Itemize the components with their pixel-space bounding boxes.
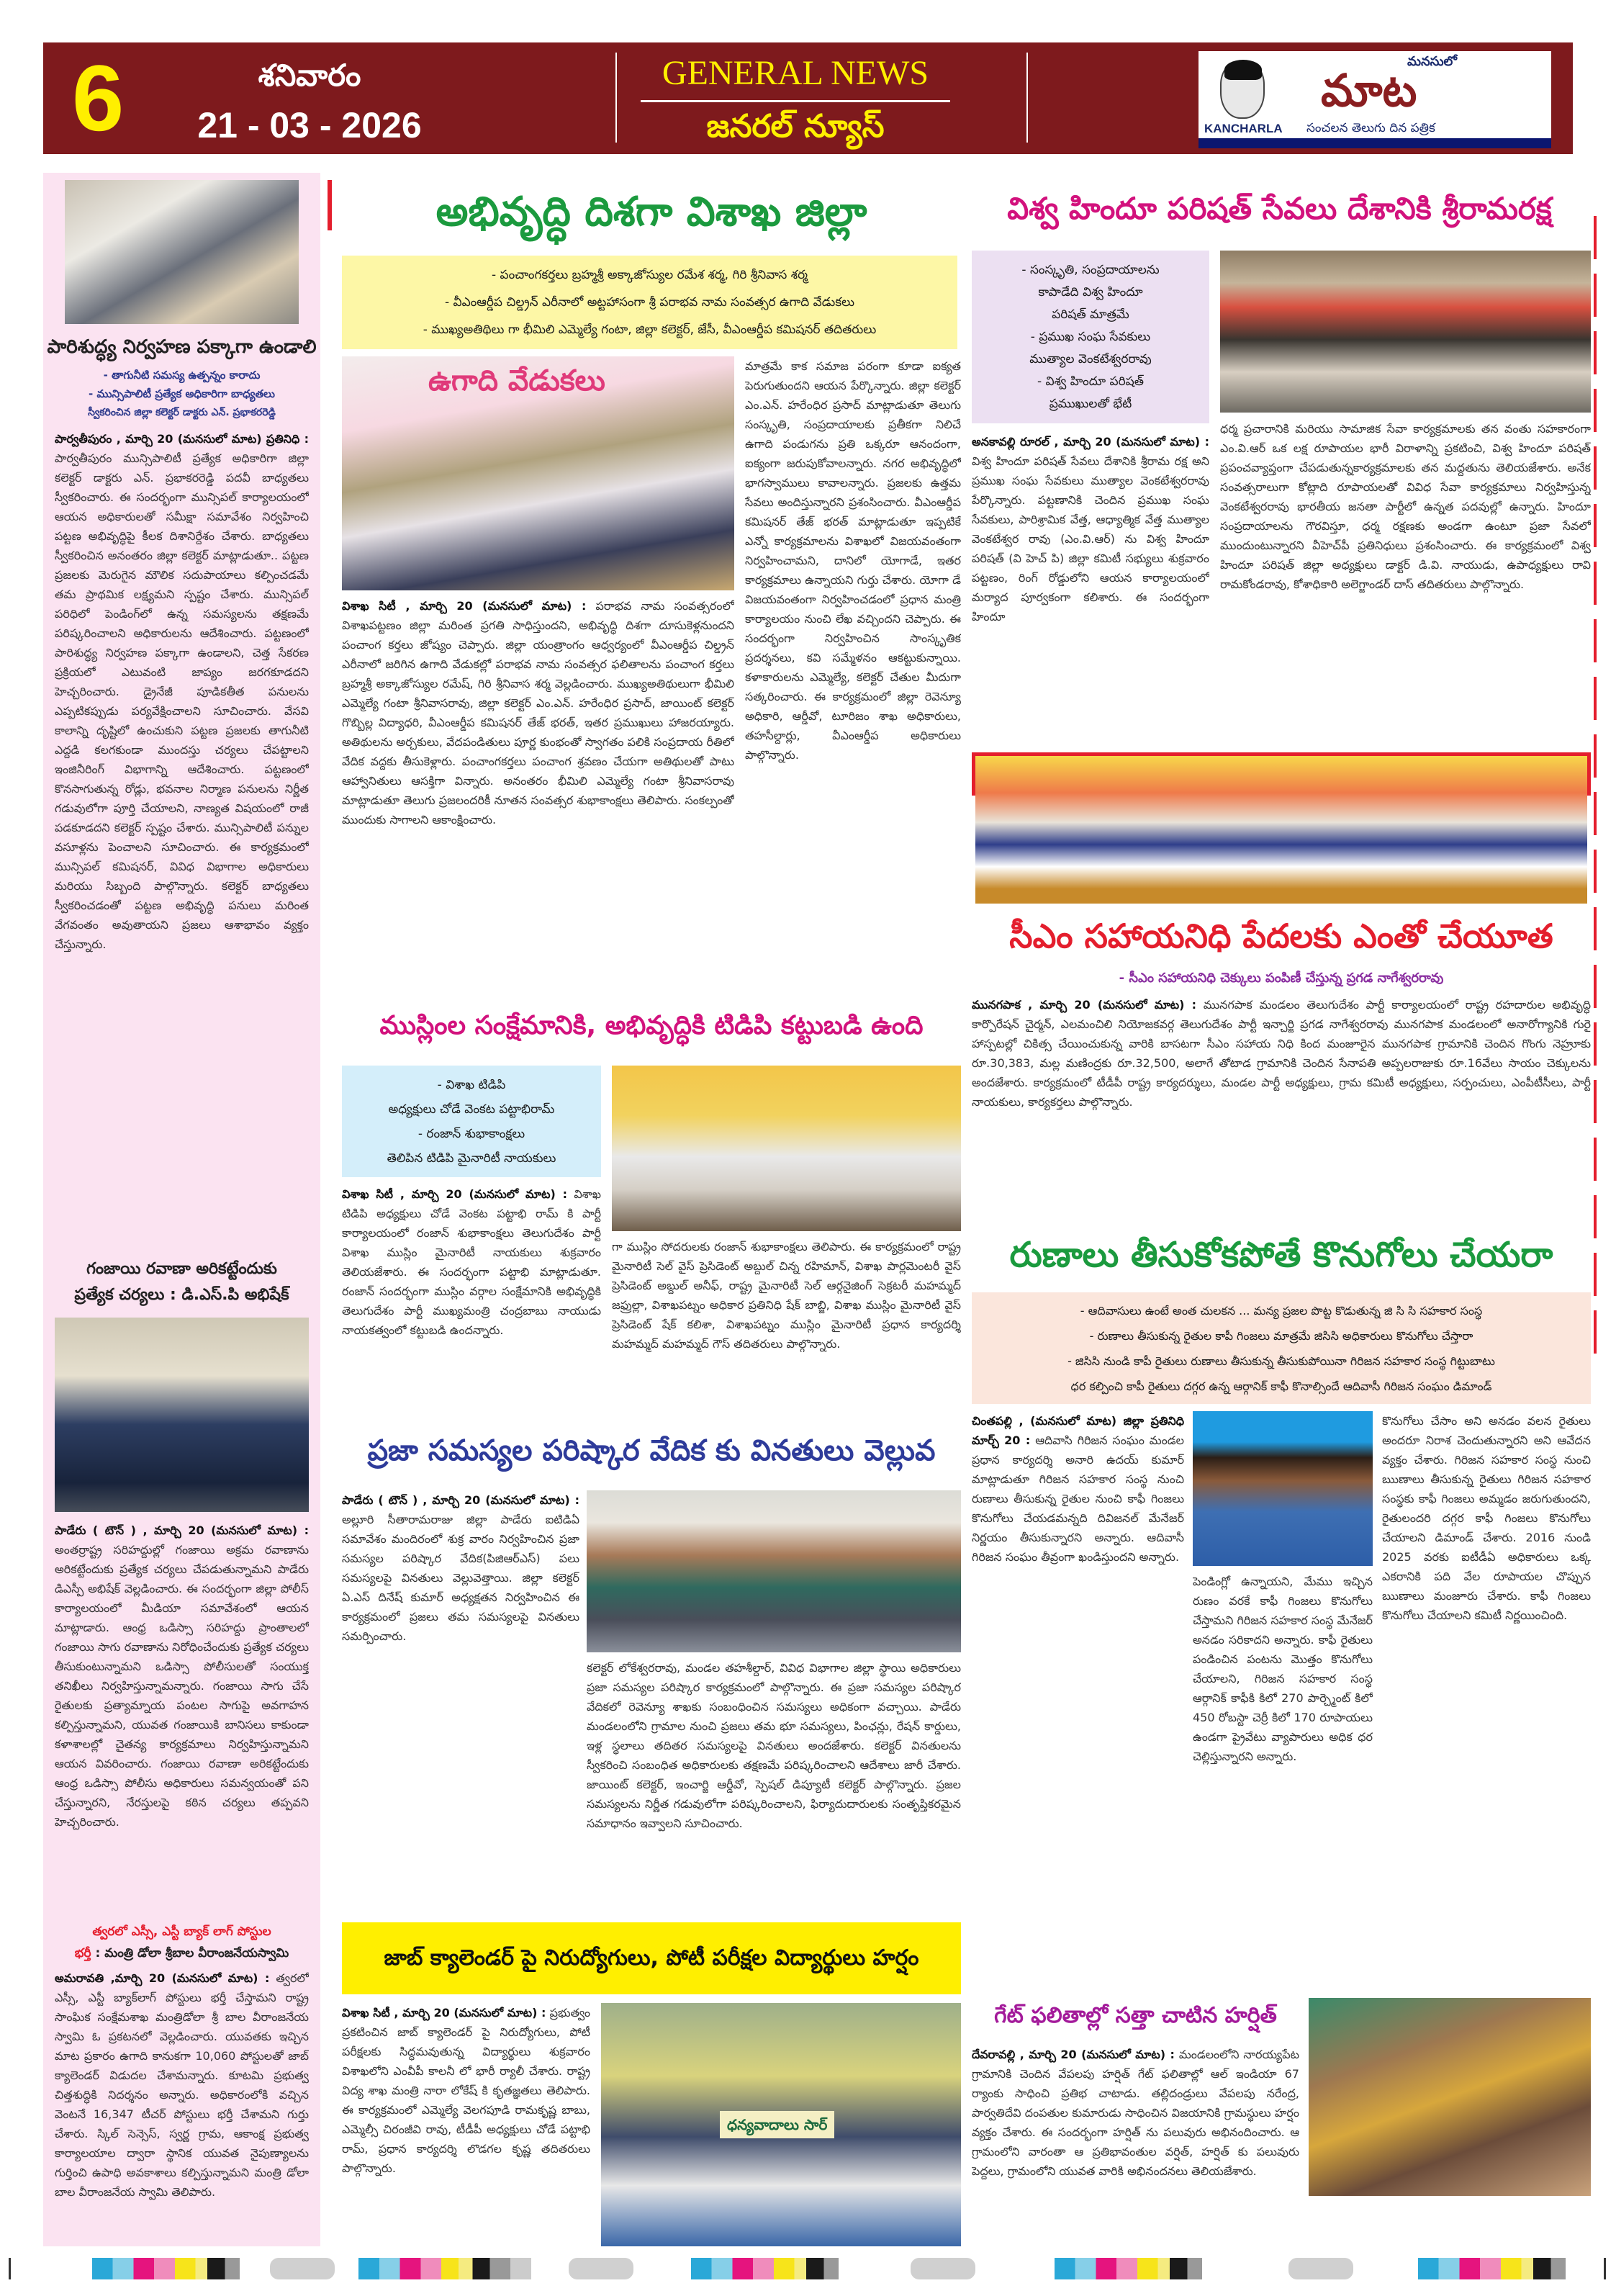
story-subhead: తెలిపిన టిడిపి మైనారిటీ నాయకులు	[387, 1151, 556, 1166]
print-color-bar	[0, 2254, 1616, 2286]
story-subhead: అధ్యక్షులు చోడే వెంకట పట్టాభిరామ్	[388, 1102, 555, 1117]
story-subhead: - జిసిసి నుండి కాపీ రైతులు రుణాలు తీసుకున్న తీసుకుపోయినా గిరిజన సహకార సంస్థ గిట్టుబాటు	[1067, 1354, 1495, 1368]
story-body	[972, 995, 1591, 1211]
story-text: ప్రభుత్వం ప్రకటించిన జాబ్ క్యాలెండర్ పై నిరుద్యోగులు, పోటీ పరీక్షలకు సిద్ధమవుతున్న విద్యార్థులు శుక్రవారం విశాఖలోని ఎంవీపీ కాలనీ లో భారీ ర్యాలీ చేశారు. రాష్ట్ర విద్య శాఖ మంత్రి నారా లోకేష్ కి కృతజ్ఞతలు తెలిపారు. ఈ కార్యక్రమంలో ఎమ్మెల్యే వెలగపూడి రామకృష్ణ బాబు, ఎమ్మెల్సీ చిరంజీవి రావు, టీడీపీ అధ్యక్షులు చోడే పట్టాభి రామ్, ప్రధాన కార్యదర్శి లొడగల కృష్ణ తదితరులు పాల్గొన్నారు.	[342, 2006, 590, 2175]
story-body: పెండింగ్లో ఉన్నాయని, మేము ఇచ్చిన రుణం వరకే కాఫీ గింజలు కొనుగోలు చేస్తామని గిరిజన సహకార సంస్థ మేనేజర్ అనడం సరికాదని అన్నారు. కాఫీ రైతులు పండించిన పంటను మొత్తం కొనుగోలు చేయాలని, గిరిజన సహకార సంస్థ ఆర్గానిక్ కాఫీకి కిలో 270 పార్చ్మెంట్ కిలో 450 రోబస్టా చెర్రీ కిలో 170 రూపాయలు ఉండగా ప్రైవేటు వ్యాపారులు అధిక ధర చెల్లిస్తున్నారని అన్నారు.	[1193, 1575, 1373, 1763]
story-headline: పారిశుద్ధ్య నిర్వహణ పక్కాగా ఉండాలి	[47, 336, 317, 358]
story-text: త్వరలో ఎస్సీ, ఎస్టీ బ్యాక్‌లాగ్ పోస్టులు భర్తీ చేస్తామని రాష్ట్ర సాంఘిక సంక్షేమశాఖ మంత్రిడోలా శ్రీ బాల వీరాంజనేయ స్వామి ఓ ప్రకటనలో వెల్లడించారు. యువతకు ఇచ్చిన మాట ప్రకారం ఉగాది కానుకగా 10,060 పోస్టులతో జాబ్ క్యాలెండర్ విడుదల చేశామన్నారు. కూటమి ప్రభుత్వ చిత్తశుద్ధికి నిదర్శనం అన్నారు. అధికారంలోకి వచ్చిన వెంటనే 16,347 టీచర్ పోస్టులు భర్తీ చేశామని గుర్తు చేశారు. స్కిల్ సెన్సెస్, స్వర్ణ గ్రామ, ఆకాంక్ష ప్రభుత్వ కార్యాలయాల ద్వారా స్థానిక యువత నైపుణ్యాలను గుర్తించి ఉపాధి అవకాశాలు కల్పిస్తున్నామని మంత్రి డోలా బాల వీరాంజనేయ స్వామి తెలిపారు.	[55, 1971, 309, 2199]
story-body	[342, 596, 734, 985]
logo-bar	[1199, 138, 1551, 148]
story-subhead: - పంచాంగకర్తలు బ్రహ్మశ్రీ అక్కాజోస్యుల రమేశ శర్మ, గిరి శ్రీనివాస శర్మ	[492, 268, 808, 282]
story-text: ఆదివాసి గిరిజన సంఘం మండల ప్రధాన కార్యదర్శి అనారి ఉదయ్ కుమార్ మాట్లాడుతూ గిరిజన సహకార సంస్థ నుంచి రుణాలు తీసుకున్న రైతుల నుంచి కాఫీ గింజలు కొనుగోలు చేయడమన్నది దివిజనల్ మేనేజర్ నిర్ణయం తీసుకున్నారని అన్నారు. ఆదివాసీ గిరిజన సంఘం తీవ్రంగా ఖండిస్తుందని అన్నారు.	[972, 1433, 1184, 1564]
story-subhead: - ఆదివాసులు ఉంటే అంత చులకన ... మన్య ప్రజల పొట్ట కొడుతున్న జి సి సి సహకార సంస్థ	[1080, 1304, 1483, 1318]
headline-line: త్వరలో ఎస్సీ, ఎస్టీ బ్యాక్ లాగ్ పోస్టుల	[92, 1924, 271, 1939]
story-dateline: పార్వతీపురం , మార్చి 20 (మనసులో మాట) ప్రతినిధి :	[55, 432, 309, 446]
registration-mark-icon	[1604, 2258, 1606, 2279]
story-headline: అభివృద్ధి దిశగా విశాఖ జిల్లా	[435, 189, 867, 235]
story-body	[972, 2045, 1299, 2246]
story-body	[55, 1521, 309, 1909]
story-subhead: - ప్రముఖ సంఘ సేవకులు	[1030, 330, 1151, 344]
section-title-rule	[641, 100, 950, 102]
story-headline	[43, 1921, 320, 1964]
story-subhead: స్వీకరించిన జిల్లా కలెక్టర్ డాక్టరు ఎన్. ప్రభాకరరెడ్డి	[88, 407, 276, 418]
story-subhead: - తాగునీటి సమస్య ఉత్పన్నం కారాదు	[103, 369, 261, 382]
story-subhead: ముత్యాల వెంకటేశ్వరరావు	[1029, 352, 1152, 366]
gray-swatch	[569, 2258, 633, 2279]
story-body: కొనుగోలు చేసాం అని అనడం వలన రైతులు అందరూ నిరాశ చెందుతున్నారని అని ఆవేదన వ్యక్తం చేశారు. గిరిజన సహకార సంస్థ నుంచి ఋణాలు తీసుకున్న రైతులు గిరిజన సహకార సంస్థకు కాఫీ గింజలు అమ్మడం జరుగుతుందని, రైతులందరి దగ్గర కాఫీ గింజలు కొనుగోలు చేయాలని డిమాండ్ చేశారు. 2016 నుండి 2025 వరకు ఐటీడీఏ అధికారులు ఒక్క ఎకరానికి పది వేల రూపాయల చొప్పున ఋణాలు మంజూరు చేశారు. కాఫీ గింజలు కొనుగోలు చేయాలని కమిటీ నిర్ణయించింది.	[1382, 1414, 1591, 1622]
story-text: విశాఖ టిడిపి అధ్యక్షులు చోడే వెంకట పట్టాభి రామ్ కి పార్టీ కార్యాలయంలో రంజాన్ శుభాకాంక్షలు తెలుగుదేశం పార్టీ విశాఖ ముస్లిం మైనారిటీ నాయకులు శుక్రవారం తెలియజేశారు. ఈ సందర్భంగా పట్టాభి మాట్లాడుతూ. రంజాన్ సందర్భంగా ముస్లిం వర్గాల సంక్షేమానికి అభివృద్ధికి తెలుగుదేశం పార్టీ ముఖ్యమంత్రి చంద్రబాబు నాయుడు నాయకత్వంలో కట్టుబడి ఉందన్నారు.	[342, 1187, 601, 1337]
story-dateline: అనకావల్లి రూరల్ , మార్చి 20 (మనసులో మాట) :	[972, 435, 1209, 449]
gray-swatch	[270, 2258, 335, 2279]
story-headline: సీఎం సహాయనిధి పేదలకు ఎంతో చేయూత	[1009, 917, 1553, 955]
left-column	[43, 173, 320, 2246]
story-dateline: విశాఖ సిటీ , మార్చి 20 (మనసులో మాట) :	[342, 599, 587, 613]
story-body	[342, 1184, 601, 1400]
masthead-divider	[1026, 53, 1028, 143]
story-subhead: - మున్సిపాలిటీ ప్రత్యేక అధికారిగా బాధ్యతలు	[89, 387, 275, 400]
logo-portrait-icon	[1220, 61, 1265, 119]
color-swatch-strip	[1418, 2258, 1566, 2279]
story-dateline: దేవరావల్లి , మార్చి 20 (మనసులో మాట) :	[972, 2048, 1175, 2061]
job-calendar-rally-photo	[601, 2003, 961, 2246]
section-title-telugu: జనరల్ న్యూస్	[706, 108, 885, 145]
story-text: మండలంలోని నారయ్యపేట గ్రామానికి చెందిన వేపలపు హర్షిత్ గేట్ ఫలితాల్లో ఆల్ ఇండియా 67 ర్యాంకు సాధించి ప్రతిభ చాటాడు. తల్లిదండ్రులు వేపలపు నరేంద్ర, పార్వతిదేవి దంపతుల కుమారుడు సాధించిన విజయానికి గ్రామస్థులు హర్షం వ్యక్తం చేశారు. ఈ సందర్భంగా హర్షిత్ ను పలువురు అభినందించారు. ఆ గ్రామంలోని వారంతా ఆ ప్రతిభావంతుల వర్షిత్, హర్షిత్ కు పలువురు పెద్దలు, గ్రామంలోని యువత వారికి అభినందనలు తెలియజేశారు.	[972, 2048, 1299, 2178]
story-text: విశ్వ హిందూ పరిషత్ సేవలు దేశానికి శ్రీరామ రక్ష అని ప్రముఖ సంఘ సేవకులు ముత్యాల వెంకటేశ్వరరావు పేర్కొన్నారు. పట్టణానికి చెందిన ప్రముఖ సంఘ సేవకులు, పారిశ్రామిక వేత్త, ఆధ్యాత్మిక వేత్త ముత్యాల వెంకటేశ్వర రావు (ఎం.వి.ఆర్) ను విశ్వ హిందూ పరిషత్ (వి హెచ్ పి) జిల్లా కమిటీ సభ్యులు శుక్రవారం పట్టణం, రింగ్ రోడ్డులోని ఆయన కార్యాలయంలో మర్యాద పూర్వకంగా కలిశారు. ఈ సందర్భంగా హిందూ	[972, 454, 1209, 623]
story-text: పార్వతీపురం మున్సిపాలిటీ ప్రత్యేక అధికారిగా జిల్లా కలెక్టర్ డాక్టరు ఎన్. ప్రభాకరరెడ్డి పదవీ బాధ్యతలు స్వీకరించారు. ఈ సందర్భంగా మున్సిపల్ కార్యాలయంలో ఆయన అధికారులతో సమీక్షా సమావేశం నిర్వహించి పట్టణ అభివృద్ధిపై కీలక దిశానిర్దేశం చేశారు. బాధ్యతలు స్వీకరించిన అనంతరం జిల్లా కలెక్టర్ మాట్లాడుతూ.. పట్టణ ప్రజలకు మెరుగైన మౌలిక సదుపాయాలు కల్పించడమే తమ ప్రాథమిక లక్ష్యమని స్పష్టం చేశారు. మున్సిపల్ పరిధిలో పెండింగ్‌లో ఉన్న సమస్యలను తక్షణమే పరిష్కరించాలని అధికారులను ఆదేశించారు. పట్టణంలో పారిశుద్ధ్య నిర్వహణ పక్కాగా ఉండాలని, చెత్త సేకరణ ప్రక్రియలో ఎటువంటి జాప్యం జరగకూడదని హెచ్చరించారు. డ్రైనేజీ పూడికతీత పనులను ఎప్పటికప్పుడు పర్యవేక్షించాలని సూచించారు. వేసవి కాలాన్ని దృష్టిలో ఉంచుకుని పట్టణ ప్రజలకు తాగునీటి ఎద్దడి కలగకుండా ముందస్తు చర్యలు చేపట్టాలని ఇంజినీరింగ్ విభాగాన్ని ఆదేశించారు. పట్టణంలో కొనసాగుతున్న రోడ్లు, భవనాల నిర్మాణ పనులను నిర్ణీత గడువులోగా పూర్తి చేయాలని, నాణ్యత విషయంలో రాజీ పడకూడదని కలెక్టర్ స్పష్టం చేశారు. మున్సిపాలిటీ పన్నుల వసూళ్లను పెంచాలని సూచించారు. ఈ కార్యక్రమంలో మున్సిపల్ కమిషనర్, వివిధ విభాగాల అధికారులు మరియు సిబ్బంది పాల్గొన్నారు. కలెక్టర్ బాధ్యతలు స్వీకరించడంతో పట్టణ అభివృద్ధి పనులు మరింత వేగవంతం అవుతాయని ప్రజలు ఆశాభావం వ్యక్తం చేస్తున్నారు.	[55, 451, 309, 951]
story-headline: విశ్వ హిందూ పరిషత్ సేవలు దేశానికి శ్రీరామరక్ష	[1007, 191, 1552, 226]
adivasi-leader-photo	[1193, 1411, 1373, 1566]
masthead-day: శనివారం	[258, 58, 361, 93]
story-headline: ముస్లింల సంక్షేమానికి, అభివృద్ధికి టిడిపి కట్టుబడి ఉంది	[379, 1011, 924, 1040]
headline-rest: : మంత్రి డోలా శ్రీబాల వీరాంజనేయస్వామి	[95, 1946, 289, 1960]
story-headline: రుణాలు తీసుకోకపోతే కొనుగోలు చేయరా	[1009, 1235, 1553, 1275]
story-subhead: - వీఎంఆర్డీప చిల్డ్రన్ ఎరీనాలో అట్టహాసంగా శ్రీ పరాభవ నామ సంవత్సర ఉగాది వేడుకలు	[444, 295, 855, 310]
cm-relief-photo	[975, 756, 1587, 904]
color-swatch-strip	[92, 2258, 240, 2279]
harshith-photo	[1309, 1998, 1591, 2196]
story-body	[55, 1968, 309, 2241]
photo-banner-text: ఉగాది వేడుకలు	[428, 364, 605, 397]
story-subhead: - సీఎం సహాయనిధి చెక్కులు పంపిణీ చేస్తున్న ప్రగడ నాగేశ్వరరావు	[1119, 971, 1444, 986]
vhp-subheads-box	[972, 251, 1209, 423]
collector-photo	[65, 180, 299, 324]
story-subhead: - విశాఖ టిడిపి	[437, 1078, 506, 1092]
story-dateline: పాడేరు ( టౌన్ ) , మార్చి 20 (మనసులో మాట) :	[342, 1493, 579, 1507]
logo-brand-en: KANCHARLA	[1204, 122, 1283, 135]
story-subhead: ధర కల్పించి కాపీ రైతులు దగ్గర ఉన్న ఆర్గానిక్ కాఫీ కొనాల్సిందే ఆదివాసీ గిరిజన సంఘం డిమాండ్	[1070, 1379, 1492, 1393]
logo-brand-small: మనసులో	[1407, 54, 1458, 69]
dsp-photo	[55, 1318, 309, 1512]
story-headline: జాబ్ క్యాలెండర్ పై నిరుద్యోగులు, పోటీ పరీక్షల విద్యార్థులు హర్షం	[342, 1922, 961, 1994]
story-text: అంతర్రాష్ట్ర సరిహద్దుల్లో గంజాయి అక్రమ రవాణాను అరికట్టేందుకు ప్రత్యేక చర్యలు చేపడుతున్నామని పాడేరు డిఎస్పీ అభిషేక్ వెల్లడించారు. ఈ సందర్భంగా జిల్లా పోలీస్ కార్యాలయంలో మీడియా సమావేశంలో ఆయన మాట్లాడారు. ఆంధ్ర ఒడిస్సా సరిహద్దు ప్రాంతాలలో గంజాయి సాగు రవాణాను నిరోధించేందుకు ప్రత్యేక చర్యలు తీసుకుంటున్నామని ఒడిస్సా పోలీసులతో సంయుక్త తనిఖీలు నిర్వహిస్తున్నామన్నారు. గంజాయి సాగు చేసే రైతులకు ప్రత్యామ్నాయ పంటల సాగుపై అవగాహన కల్పిస్తున్నామని, యువత గంజాయికి బానిసలు కాకుండా కళాశాలల్లో చైతన్య కార్యక్రమాలు నిర్వహిస్తున్నామని ఆయన వివరించారు. గంజాయి రవాణా అరికట్టేందుకు ఆంధ్ర ఒడిస్సా పోలీసు అధికారులు సమన్వయంతో పని చేస్తున్నారని, నేరస్తులపై కఠిన చర్యలు తప్పవని హెచ్చరించారు.	[55, 1543, 309, 1829]
photo-banner-text: ధన్యవాదాలు సార్	[720, 2111, 834, 2138]
story-body	[342, 2003, 590, 2246]
story-body: మాత్రమే కాక సమాజ పరంగా కూడా ఐక్యత పెరుగుతుందని ఆయన పేర్కొన్నారు. జిల్లా కలెక్టర్ ఎం.ఎన్. హరేంధిర ప్రసాద్ మాట్లాడుతూ తెలుగు సంస్కృతి, సంప్రదాయాలకు ప్రతీకగా నిలిచే ఉగాది పండుగను ప్రతి ఒక్కరూ ఆనందంగా, ఐక్యంగా జరుపుకోవాలన్నారు. నగర అభివృద్ధిలో భాగస్వాములు కావాలన్నారు. ప్రజలకు ఉత్తమ సేవలు అందిస్తున్నారని ప్రశంసించారు. వీఎంఆర్డీప కమిషనర్ తేజ్ భరత్ మాట్లాడుతూ ఇప్పటికే ఎన్నో కార్యక్రమాలను విశాఖలో విజయవంతంగా నిర్వహించామని, దానిలో యోగాడే, ఇతర కార్యక్రమాలు ఉన్నాయని గుర్తు చేశారు. యోగా డే విజయవంతంగా నిర్వహించడంలో ప్రధాన మంత్రి కార్యాలయం నుంచి లేఖ వచ్చిందని చెప్పారు. ఈ సందర్భంగా నిర్వహించిన సాంస్కృతిక ప్రదర్శనలు, కవి సమ్మేళనం ఆకట్టుకున్నాయి. కళాకారులను ఎమ్మెల్యే, కలెక్టర్ చేతుల మీదుగా సత్కరించారు. ఈ కార్యక్రమంలో జిల్లా రెవెన్యూ అధికారి, ఆర్డీవో, టూరిజం శాఖ అధికారులు, తహసీల్దార్లు, వీఎంఆర్డీప అధికారులు పాల్గొన్నారు.	[745, 359, 961, 762]
logo-brand-big: మాట	[1321, 64, 1417, 117]
newspaper-logo	[1199, 51, 1551, 148]
registration-mark-icon	[9, 2258, 11, 2279]
story-headline	[43, 1256, 320, 1308]
page-number: 6	[72, 45, 125, 150]
story-body: కలెక్టర్ లోకేశ్వరరావు, మండల తహశీల్దార్, వివిధ విభాగాల జిల్లా స్థాయి అధికారులు ప్రజా సమస్యల పరిష్కార కార్యక్రమంలో పాల్గొన్నారు. ఈ ప్రజా సమస్యల పరిష్కార వేదికలో రెవెన్యూ శాఖకు సంబంధించిన సమస్యలు అధికంగా వచ్చాయి. పాడేరు మండలంలోని గ్రామాల నుంచి ప్రజలు తమ భూ సమస్యలు, పింఛన్లు, రేషన్ కార్డులు, ఇళ్ల స్థలాలు తదితర సమస్యలపై వినతులు అందజేశారు. కలెక్టర్ వినతులను స్వీకరించి సంబంధిత అధికారులకు తక్షణమే పరిష్కరించాలని ఆదేశాలు జారీ చేశారు. జాయింట్ కలెక్టర్, ఇంచార్జి ఆర్డీవో, స్పెషల్ డిప్యూటీ కలెక్టర్ పాల్గొన్నారు. ప్రజల సమస్యలను నిర్ణీత గడువులోగా పరిష్కరించాలని, ఫిర్యాదుదారులకు సంతృప్తికరమైన సమాధానం ఇవ్వాలని సూచించారు.	[587, 1661, 961, 1830]
story-body	[342, 1490, 579, 1899]
vhp-meeting-photo	[1220, 251, 1591, 413]
headline-line: ప్రత్యేక చర్యలు : డి.ఎస్.పి అభిషేక్	[74, 1286, 289, 1304]
story-subhead: పరిషత్ మాత్రమే	[1052, 307, 1129, 322]
story-text: పరాభవ నామ సంవత్సరంలో విశాఖపట్టణం జిల్లా మరింత ప్రగతి సాధిస్తుందని, అభివృద్ధి దిశగా దూసుకెళ్లనుందని పంచాంగ కర్తలు జోష్యం చెప్పారు. జిల్లా యంత్రాంగం ఆధ్వర్యంలో వీఎంఆర్డీప చిల్డ్రన్ ఎరీనాలో జరిగిన ఉగాది వేడుకల్లో పరాభవ నామ సంవత్సర ఫలితాలను పంచాంగ కర్తలు బ్రహ్మశ్రీ అక్కాజోస్యుల రమేష్, గిరి శ్రీనివాస శర్మ వెల్లడించారు. ముఖ్యఅతిథులుగా భీమిలి ఎమ్మెల్యే గంటా శ్రీనివాసరావు, జిల్లా కలెక్టర్ ఎం.ఎన్. హరేంధిర ప్రసాద్, జాయింట్ కలెక్టర్ గొబ్బిల్ల విద్యాధరి, వీఎంఆర్డీప కమిషనర్ తేజ్ భరత్, ఇతర ప్రముఖులు హాజరయ్యారు. అతిథులను అర్చకులు, వేదపండితులు పూర్ణ కుంభంతో స్వాగతం పలికి సంప్రదాయ రీతిలో వేదిక వద్దకు తీసుకెళ్లారు. పంచాంగకర్తలు పంచాంగ శ్రవణం చేయగా అతిథులతో పాటు ఆహ్వానితులు ఆసక్తిగా విన్నారు. అనంతరం భీమిలి ఎమ్మెల్యే గంటా శ్రీనివాసరావు మాట్లాడుతూ తెలుగు ప్రజలందరికీ నూతన సంవత్సర శుభాకాంక్షలు తెలిపారు. సంకల్పంతో ముందుకు సాగాలని ఆకాంక్షించారు.	[342, 599, 734, 827]
masthead-date: 21 - 03 - 2026	[197, 105, 422, 145]
story-subhead: - సంస్కృతి, సంప్రదాయాలను	[1021, 263, 1160, 277]
story-dateline: చింతపల్లి , (మనసులో మాట) జిల్లా ప్రతినిధి మార్చ్ 20 :	[972, 1414, 1184, 1447]
gray-swatch	[1288, 2258, 1353, 2279]
story-subhead: కాపాడేది విశ్వ హిందూ	[1038, 285, 1143, 300]
color-swatch-strip	[1055, 2258, 1202, 2279]
story-headline: గేట్ ఫలితాల్లో సత్తా చాటిన హర్షిత్	[994, 2003, 1277, 2028]
story-body	[972, 1411, 1184, 1976]
edge-marker	[1594, 216, 1597, 1368]
ugadi-event-photo	[342, 356, 734, 590]
story-dateline: విశాఖ సిటీ , మార్చి 20 (మనసులో మాట) :	[342, 1187, 568, 1201]
story-text: అల్లూరి సీతారామరాజు జిల్లా పాడేరు ఐటిడిఏ సమావేశం మందిరంలో శుక్ర వారం నిర్వహించిన ప్రజా సమస్యల పరిష్కార వేదిక(పిజిఆర్ఎస్) పలు సమస్యలపై వినతులు వెల్లువెత్తాయి. జిల్లా కలెక్టర్ ఏ.ఎస్ దినేష్ కుమార్ అధ్యక్షతన నిర్వహించిన ఈ కార్యక్రమంలో ప్రజలు తమ సమస్యలపై వినతులు సమర్పించారు.	[342, 1513, 579, 1643]
headline-red: భర్తీ	[74, 1946, 91, 1960]
gray-swatch	[911, 2258, 975, 2279]
story-dateline: విశాఖ సిటీ , మార్చి 20 (మనసులో మాట) :	[342, 2006, 546, 2020]
story-dateline: మునగపాక , మార్చి 20 (మనసులో మాట) :	[972, 998, 1197, 1012]
logo-tagline: సంచలన తెలుగు దిన పత్రిక	[1306, 121, 1435, 135]
story-subheads-box	[342, 256, 957, 349]
story-body	[55, 429, 309, 1246]
section-title-english: GENERAL NEWS	[662, 54, 929, 92]
story-subheads-box	[342, 1066, 601, 1177]
story-subhead: - రుణాలు తీసుకున్న రైతుల కాపీ గింజలు మాత్రమే జిసిసి అధికారులు కొనుగోలు చేస్తారా	[1089, 1329, 1473, 1343]
grievance-meeting-photo	[587, 1490, 961, 1652]
story-dateline: పాడేరు ( టౌన్ ) , మార్చి 20 (మనసులో మాట) :	[55, 1523, 309, 1537]
story-dateline: అమరావతి ,మార్చి 20 (మనసులో మాట) :	[55, 1971, 270, 1985]
story-headline: ప్రజా సమస్యల పరిష్కార వేదిక కు వినతులు వెల్లువ	[367, 1434, 936, 1467]
story-body: ధర్మ ప్రచారానికి మరియు సామాజిక సేవా కార్యక్రమాలకు తన వంతు సహకారంగా ఎం.వి.ఆర్ ఒక లక్ష రూపాయల భారీ విరాళాన్ని ప్రకటించి, విశ్వ హిందూ పరిషత్ ప్రపంచవ్యాప్తంగా చేపడుతున్నకార్యక్రమాలకు తన మద్దతును తెలియజేశారు. అనేక సంవత్సరాలుగా కోట్లాది రూపాయలతో వివిధ సేవా కార్యక్రమాలు నిర్వహిస్తున్న వెంకటేశ్వరరావు భారతీయ జనతా పార్టీలో ఉన్నత పదవుల్లో ఉన్నారు. హిందూ సంప్రదాయాలను గౌరవిస్తూ, ధర్మ రక్షణకు అండగా ఉంటూ ప్రజా సేవలో ముందుంటున్నారని వీహెచ్‌పీ ప్రతినిధులు ప్రశంసించారు. ఈ కార్యక్రమంలో విశ్వ హిందూ పరిషత్ జిల్లా అధ్యక్షులు డాక్టర్ డి.వి. నాయుడు, ఉపాధ్యక్షులు రావి రామకోండరావు, కోశాధికారి అలెగ్జాండర్ దాస్ తదితరులు పాల్గొన్నారు.	[1220, 422, 1591, 591]
ramzan-greeting-photo	[612, 1066, 961, 1231]
story-subhead: - ముఖ్యఅతిథిలు గా భీమిలి ఎమ్మెల్యే గంటా, జిల్లా కలెక్టర్, జేసీ, వీఎంఆర్డీప కమిషనర్ తదితరులు	[423, 323, 877, 337]
story-text: మునగపాక మండలం తెలుగుదేశం పార్టీ కార్యాలయంలో రాష్ట్ర రహదారుల అభివృద్ధి కార్పొరేషన్ చైర్మన్, ఎలమంచిలి నియోజకవర్గ తెలుగుదేశం పార్టీ ఇన్చార్జి ప్రగడ నాగేశ్వరరావు మునగపాక మండలంలో అనారోగ్యానికి గురై హాస్పటల్లో చికిత్స చేయించుకున్న వారికి బాసటగా సీఎం సహాయ నిధి కింద మంజూరైన మునగపాక గ్రామానికి చెందిన గొంగు నెహ్రూకు రూ.30,383, మల్ల మణింద్రకు రూ.32,500, అలాగే తోటాడ గ్రామానికి చెందిన సేనాపతి అప్పలరాజుకు రూ.16వేలు సాయం చెక్కులను అందజేశారు. కార్యక్రమంలో టీడీపీ రాష్ట్ర కార్యదర్శులు, మండల పార్టీ అధ్యక్షులు, గ్రామ కమిటీ అధ్యక్షులు, సర్పంచులు, ఎంపీటీసీలు, పార్టీ నాయకులు, కార్యకర్తలు పాల్గొన్నారు.	[972, 998, 1591, 1109]
masthead	[43, 42, 1573, 154]
story-body	[972, 432, 1209, 740]
story-subheads-box	[972, 1292, 1591, 1404]
story-body: గా ముస్లిం సోదరులకు రంజాన్ శుభాకాంక్షలు తెలిపారు. ఈ కార్యక్రమంలో రాష్ట్ర మైనారిటీ సెల్ వైస్ ప్రెసిడెంట్ అబ్దుల్ చిన్న రహిమాన్, విశాఖ పార్లమెంటరీ వైస్ ప్రెసిడెంట్ అబ్దుల్ అనీఫ్, రాష్ట్ర మైనారిటీ సెల్ ఆర్గనైజింగ్ సెక్రటరీ మహమ్మద్ జఫ్రుల్లా, విశాఖపట్నం అధికార ప్రతినిధి షేక్ బాబ్జి, విశాఖ ముస్లిం మైనారిటీ వైస్ ప్రెసిడెంట్ షేక్ కలిశా, విశాఖపట్నం ముస్లిం మైనారిటీ ప్రధాన కార్యదర్శి మహమ్మద్ మహమ్మద్ గౌస్ తదితరులు పాల్గొన్నారు.	[612, 1240, 961, 1351]
story-subhead: - రంజాన్ శుభాకాంక్షలు	[417, 1127, 525, 1141]
color-swatch-strip	[358, 2258, 531, 2279]
headline-line: గంజాయి రవాణా అరికట్టేందుకు	[86, 1260, 277, 1278]
story-subhead: ప్రముఖులతో భేటీ	[1049, 397, 1132, 411]
story-subhead: - విశ్వ హిందూ పరిషత్	[1037, 374, 1145, 389]
column-rule	[328, 180, 332, 230]
masthead-divider	[615, 53, 617, 143]
color-swatch-strip	[691, 2258, 839, 2279]
